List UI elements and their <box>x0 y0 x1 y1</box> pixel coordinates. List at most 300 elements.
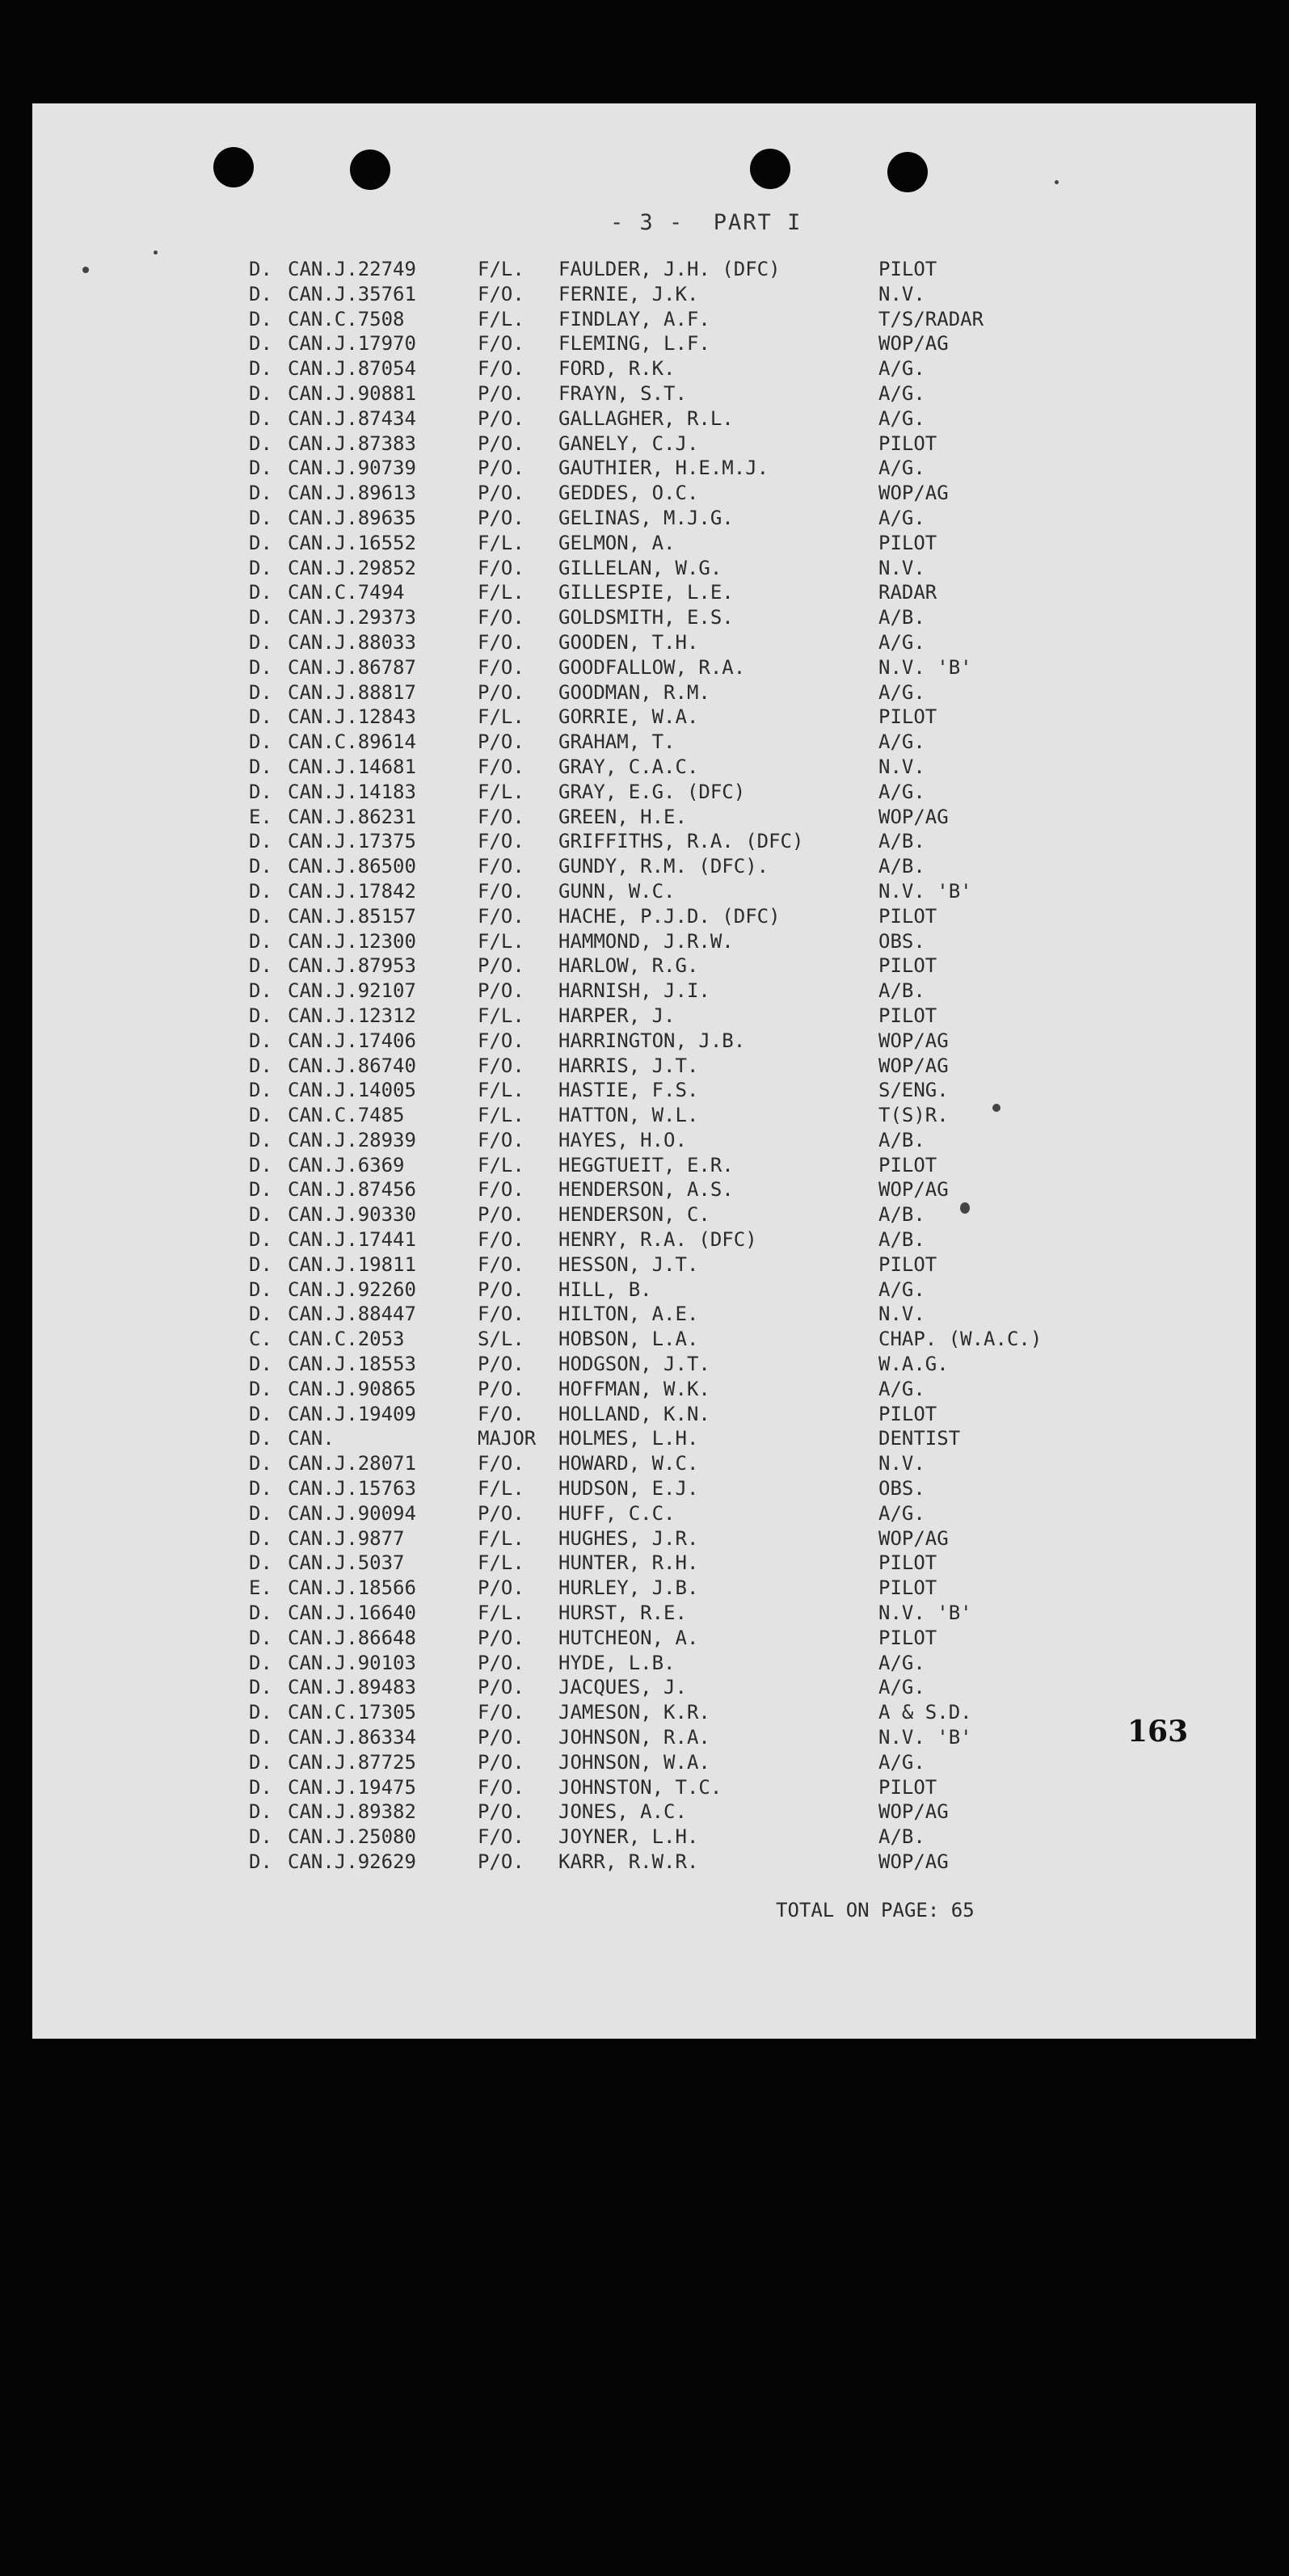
service-number-cell: CAN.J.16552 <box>288 531 416 554</box>
rank-cell: P/O. <box>478 1626 524 1649</box>
rank-cell: F/O. <box>478 1054 524 1077</box>
grade-cell: D. <box>249 1128 272 1151</box>
grade-cell: D. <box>249 581 272 604</box>
service-number-cell: CAN.J.86740 <box>288 1054 416 1077</box>
service-number-cell: CAN.J.90739 <box>288 457 416 480</box>
name-cell: JAMESON, K.R. <box>558 1701 710 1724</box>
name-cell: HOBSON, L.A. <box>558 1328 699 1351</box>
name-cell: FRAYN, S.T. <box>558 381 687 405</box>
grade-cell: D. <box>249 1701 272 1724</box>
service-number-cell: CAN.J.87725 <box>288 1750 416 1774</box>
list-item <box>32 1426 1256 1451</box>
trade-cell: WOP/AG <box>878 1800 949 1824</box>
service-number-cell: CAN.C.7494 <box>288 581 405 604</box>
grade-cell: D. <box>249 506 272 529</box>
list-item <box>32 1700 1256 1725</box>
trade-cell: A/G. <box>878 506 925 529</box>
trade-cell: PILOT <box>878 1252 937 1276</box>
name-cell: HURLEY, J.B. <box>558 1576 699 1600</box>
list-item <box>32 1451 1256 1476</box>
list-item <box>32 1526 1256 1551</box>
list-item <box>32 1128 1256 1153</box>
list-item <box>32 1626 1256 1651</box>
name-cell: GANELY, C.J. <box>558 431 699 455</box>
trade-cell: N.V. 'B' <box>878 879 972 903</box>
trade-cell: OBS. <box>878 929 925 953</box>
grade-cell: D. <box>249 879 272 903</box>
grade-cell: D. <box>249 1104 272 1127</box>
name-cell: FORD, R.K. <box>558 357 676 381</box>
trade-cell: A/G. <box>878 780 925 803</box>
trade-cell: PILOT <box>878 954 937 978</box>
name-cell: HILTON, A.E. <box>558 1303 699 1326</box>
name-cell: GOODMAN, R.M. <box>558 680 710 704</box>
grade-cell: D. <box>249 755 272 778</box>
grade-cell: D. <box>249 1203 272 1227</box>
name-cell: JOHNSTON, T.C. <box>558 1775 722 1799</box>
list-item <box>32 1825 1256 1850</box>
rank-cell: P/O. <box>478 1651 524 1674</box>
grade-cell: D. <box>249 1353 272 1376</box>
total-on-page: TOTAL ON PAGE: 65 <box>776 1899 975 1921</box>
grade-cell: D. <box>249 780 272 803</box>
service-number-cell: CAN.J.14681 <box>288 755 416 778</box>
grade-cell: D. <box>249 1178 272 1202</box>
service-number-cell: CAN.J.87434 <box>288 406 416 430</box>
grade-cell: D. <box>249 1228 272 1252</box>
service-number-cell: CAN.J.88447 <box>288 1303 416 1326</box>
trade-cell: T/S/RADAR <box>878 307 984 330</box>
scan-speck <box>992 1104 1000 1112</box>
trade-cell: A/G. <box>878 357 925 381</box>
rank-cell: P/O. <box>478 979 524 1003</box>
trade-cell: A/B. <box>878 830 925 853</box>
name-cell: GOLDSMITH, E.S. <box>558 606 734 629</box>
service-number-cell: CAN.J.12312 <box>288 1004 416 1027</box>
trade-cell: WOP/AG <box>878 805 949 828</box>
grade-cell: D. <box>249 1277 272 1301</box>
list-item <box>32 531 1256 556</box>
grade-cell: D. <box>249 830 272 853</box>
service-number-cell: CAN.J.88033 <box>288 630 416 654</box>
list-item <box>32 979 1256 1004</box>
list-item <box>32 1352 1256 1377</box>
rank-cell: F/O. <box>478 1128 524 1151</box>
service-number-cell: CAN.J.5037 <box>288 1551 405 1575</box>
rank-cell: F/L. <box>478 1477 524 1501</box>
name-cell: GELMON, A. <box>558 531 676 554</box>
grade-cell: D. <box>249 1551 272 1575</box>
name-cell: HUNTER, R.H. <box>558 1551 699 1575</box>
service-number-cell: CAN.J.92260 <box>288 1277 416 1301</box>
list-item <box>32 805 1256 830</box>
trade-cell: WOP/AG <box>878 1526 949 1550</box>
service-number-cell: CAN.J.14183 <box>288 780 416 803</box>
grade-cell: D. <box>249 1079 272 1102</box>
name-cell: HENDERSON, C. <box>558 1203 710 1227</box>
grade-cell: D. <box>249 705 272 729</box>
list-item <box>32 730 1256 755</box>
service-number-cell: CAN.J.17842 <box>288 879 416 903</box>
rank-cell: F/L. <box>478 780 524 803</box>
list-item <box>32 331 1256 356</box>
trade-cell: PILOT <box>878 1775 937 1799</box>
trade-cell: A/G. <box>878 630 925 654</box>
name-cell: JOYNER, L.H. <box>558 1825 699 1849</box>
trade-cell: A/B. <box>878 1203 925 1227</box>
name-cell: HOLMES, L.H. <box>558 1427 699 1450</box>
grade-cell: D. <box>249 1402 272 1425</box>
personnel-list <box>32 257 1256 1875</box>
name-cell: GELINAS, M.J.G. <box>558 506 734 529</box>
trade-cell: A/G. <box>878 1750 925 1774</box>
trade-cell: A/B. <box>878 1128 925 1151</box>
scan-speck <box>960 1202 970 1214</box>
list-item <box>32 1177 1256 1202</box>
name-cell: HATTON, W.L. <box>558 1104 699 1127</box>
trade-cell: WOP/AG <box>878 1054 949 1077</box>
list-item <box>32 1302 1256 1327</box>
service-number-cell: CAN.J.17441 <box>288 1228 416 1252</box>
service-number-cell: CAN.J.16640 <box>288 1602 416 1625</box>
rank-cell: P/O. <box>478 730 524 754</box>
rank-cell: F/O. <box>478 879 524 903</box>
name-cell: HARLOW, R.G. <box>558 954 699 978</box>
grade-cell: D. <box>249 1800 272 1824</box>
grade-cell: D. <box>249 1651 272 1674</box>
service-number-cell: CAN.J.86500 <box>288 855 416 878</box>
grade-cell: D. <box>249 457 272 480</box>
trade-cell: N.V. 'B' <box>878 1726 972 1749</box>
list-item <box>32 1651 1256 1676</box>
list-item <box>32 680 1256 705</box>
rank-cell: P/O. <box>478 506 524 529</box>
name-cell: HACHE, P.J.D. (DFC) <box>558 904 781 928</box>
grade-cell: D. <box>249 282 272 305</box>
trade-cell: S/ENG. <box>878 1079 949 1102</box>
grade-cell: C. <box>249 1328 272 1351</box>
grade-cell: D. <box>249 1676 272 1699</box>
grade-cell: D. <box>249 1377 272 1400</box>
service-number-cell: CAN.J.87054 <box>288 357 416 381</box>
list-item <box>32 406 1256 431</box>
rank-cell: F/L. <box>478 581 524 604</box>
trade-cell: A/G. <box>878 1676 925 1699</box>
name-cell: GAUTHIER, H.E.M.J. <box>558 457 769 480</box>
grade-cell: D. <box>249 556 272 579</box>
trade-cell: PILOT <box>878 1626 937 1649</box>
rank-cell: F/L. <box>478 705 524 729</box>
trade-cell: N.V. <box>878 1452 925 1475</box>
service-number-cell: CAN.J.90103 <box>288 1651 416 1674</box>
rank-cell: P/O. <box>478 406 524 430</box>
list-item <box>32 1601 1256 1626</box>
service-number-cell: CAN.J.12300 <box>288 929 416 953</box>
grade-cell: D. <box>249 1750 272 1774</box>
rank-cell: F/O. <box>478 855 524 878</box>
grade-cell: D. <box>249 307 272 330</box>
name-cell: JONES, A.C. <box>558 1800 687 1824</box>
service-number-cell: CAN.J.12843 <box>288 705 416 729</box>
list-item <box>32 431 1256 457</box>
grade-cell: E. <box>249 805 272 828</box>
rank-cell: P/O. <box>478 482 524 505</box>
list-item <box>32 282 1256 307</box>
name-cell: FINDLAY, A.F. <box>558 307 710 330</box>
list-item <box>32 1103 1256 1128</box>
rank-cell: F/O. <box>478 1775 524 1799</box>
list-item <box>32 307 1256 332</box>
name-cell: GRAHAM, T. <box>558 730 676 754</box>
name-cell: HARRIS, J.T. <box>558 1054 699 1077</box>
list-item <box>32 1004 1256 1029</box>
punch-hole <box>350 149 390 190</box>
list-item <box>32 755 1256 780</box>
grade-cell: D. <box>249 606 272 629</box>
rank-cell: P/O. <box>478 1353 524 1376</box>
service-number-cell: CAN.J.92107 <box>288 979 416 1003</box>
grade-cell: D. <box>249 1825 272 1849</box>
trade-cell: OBS. <box>878 1477 925 1501</box>
rank-cell: F/O. <box>478 630 524 654</box>
name-cell: HUTCHEON, A. <box>558 1626 699 1649</box>
name-cell: GRAY, C.A.C. <box>558 755 699 778</box>
grade-cell: D. <box>249 1850 272 1873</box>
name-cell: HUDSON, E.J. <box>558 1477 699 1501</box>
grade-cell: E. <box>249 1576 272 1600</box>
trade-cell: A/B. <box>878 1825 925 1849</box>
punch-hole <box>887 152 928 192</box>
rank-cell: F/L. <box>478 1104 524 1127</box>
list-item <box>32 1576 1256 1601</box>
trade-cell: PILOT <box>878 531 937 554</box>
rank-cell: F/O. <box>478 904 524 928</box>
rank-cell: F/O. <box>478 1452 524 1475</box>
list-item <box>32 1402 1256 1427</box>
rank-cell: P/O. <box>478 1576 524 1600</box>
trade-cell: RADAR <box>878 581 937 604</box>
rank-cell: P/O. <box>478 1501 524 1525</box>
trade-cell: N.V. <box>878 1303 925 1326</box>
name-cell: GUNDY, R.M. (DFC). <box>558 855 769 878</box>
name-cell: FAULDER, J.H. (DFC) <box>558 258 781 280</box>
list-item <box>32 1675 1256 1700</box>
name-cell: HARPER, J. <box>558 1004 676 1027</box>
rank-cell: F/O. <box>478 1303 524 1326</box>
list-item <box>32 1850 1256 1875</box>
list-item <box>32 556 1256 581</box>
list-item <box>32 655 1256 680</box>
rank-cell: F/L. <box>478 1004 524 1027</box>
service-number-cell: CAN.C.17305 <box>288 1701 416 1724</box>
service-number-cell: CAN.J.6369 <box>288 1153 405 1176</box>
trade-cell: PILOT <box>878 258 937 280</box>
trade-cell: PILOT <box>878 1402 937 1425</box>
rank-cell: F/O. <box>478 556 524 579</box>
grade-cell: D. <box>249 979 272 1003</box>
trade-cell: WOP/AG <box>878 1850 949 1873</box>
grade-cell: D. <box>249 531 272 554</box>
service-number-cell: CAN.J.17375 <box>288 830 416 853</box>
name-cell: HOFFMAN, W.K. <box>558 1377 710 1400</box>
grade-cell: D. <box>249 1775 272 1799</box>
service-number-cell: CAN.J.92629 <box>288 1850 416 1873</box>
name-cell: HODGSON, J.T. <box>558 1353 710 1376</box>
rank-cell: F/L. <box>478 307 524 330</box>
service-number-cell: CAN.J.89635 <box>288 506 416 529</box>
grade-cell: D. <box>249 406 272 430</box>
list-item <box>32 381 1256 406</box>
trade-cell: A/G. <box>878 457 925 480</box>
grade-cell: D. <box>249 1029 272 1052</box>
name-cell: GORRIE, W.A. <box>558 705 699 729</box>
trade-cell: A/G. <box>878 730 925 754</box>
rank-cell: F/L. <box>478 258 524 280</box>
trade-cell: PILOT <box>878 1551 937 1575</box>
name-cell: FERNIE, J.K. <box>558 282 699 305</box>
service-number-cell: CAN.C.89614 <box>288 730 416 754</box>
list-item <box>32 1501 1256 1526</box>
rank-cell: F/L. <box>478 1602 524 1625</box>
service-number-cell: CAN.J.19811 <box>288 1252 416 1276</box>
service-number-cell: CAN.J.86334 <box>288 1726 416 1749</box>
service-number-cell: CAN.C.7485 <box>288 1104 405 1127</box>
trade-cell: A/G. <box>878 381 925 405</box>
trade-cell: WOP/AG <box>878 332 949 356</box>
grade-cell: D. <box>249 332 272 356</box>
service-number-cell: CAN.J.90330 <box>288 1203 416 1227</box>
list-item <box>32 854 1256 879</box>
list-item <box>32 1202 1256 1227</box>
rank-cell: F/O. <box>478 1825 524 1849</box>
name-cell: HAYES, H.O. <box>558 1128 687 1151</box>
name-cell: HYDE, L.B. <box>558 1651 676 1674</box>
rank-cell: F/L. <box>478 1079 524 1102</box>
trade-cell: PILOT <box>878 1004 937 1027</box>
trade-cell: PILOT <box>878 1153 937 1176</box>
list-item <box>32 1725 1256 1750</box>
name-cell: HOWARD, W.C. <box>558 1452 699 1475</box>
rank-cell: P/O. <box>478 431 524 455</box>
rank-cell: F/O. <box>478 332 524 356</box>
service-number-cell: CAN.J.28071 <box>288 1452 416 1475</box>
trade-cell: A/G. <box>878 680 925 704</box>
name-cell: HAMMOND, J.R.W. <box>558 929 734 953</box>
trade-cell: A/G. <box>878 406 925 430</box>
service-number-cell: CAN.J.19409 <box>288 1402 416 1425</box>
rank-cell: P/O. <box>478 1676 524 1699</box>
rank-cell: S/L. <box>478 1328 524 1351</box>
trade-cell: A/G. <box>878 1377 925 1400</box>
page-header: - 3 - PART I <box>610 210 802 235</box>
service-number-cell: CAN.J.87383 <box>288 431 416 455</box>
grade-cell: D. <box>249 1602 272 1625</box>
grade-cell: D. <box>249 1477 272 1501</box>
service-number-cell: CAN.J.89483 <box>288 1676 416 1699</box>
name-cell: JACQUES, J. <box>558 1676 687 1699</box>
grade-cell: D. <box>249 630 272 654</box>
grade-cell: D. <box>249 1526 272 1550</box>
trade-cell: A/B. <box>878 1228 925 1252</box>
list-item <box>32 780 1256 805</box>
service-number-cell: CAN.J.17406 <box>288 1029 416 1052</box>
list-item <box>32 356 1256 381</box>
service-number-cell: CAN.J.86648 <box>288 1626 416 1649</box>
grade-cell: D. <box>249 655 272 679</box>
name-cell: KARR, R.W.R. <box>558 1850 699 1873</box>
grade-cell: D. <box>249 1452 272 1475</box>
grade-cell: D. <box>249 1153 272 1176</box>
service-number-cell: CAN.J.89382 <box>288 1800 416 1824</box>
rank-cell: F/O. <box>478 655 524 679</box>
list-item <box>32 1054 1256 1079</box>
rank-cell: F/L. <box>478 1551 524 1575</box>
grade-cell: D. <box>249 357 272 381</box>
grade-cell: D. <box>249 730 272 754</box>
trade-cell: N.V. <box>878 282 925 305</box>
name-cell: HILL, B. <box>558 1277 652 1301</box>
rank-cell: F/O. <box>478 1402 524 1425</box>
trade-cell: A/B. <box>878 979 925 1003</box>
name-cell: JOHNSON, W.A. <box>558 1750 710 1774</box>
grade-cell: D. <box>249 1626 272 1649</box>
rank-cell: P/O. <box>478 1277 524 1301</box>
service-number-cell: CAN.J.28939 <box>288 1128 416 1151</box>
list-item <box>32 1476 1256 1501</box>
grade-cell: D. <box>249 1726 272 1749</box>
list-item <box>32 1252 1256 1277</box>
service-number-cell: CAN.J.88817 <box>288 680 416 704</box>
rank-cell: F/O. <box>478 830 524 853</box>
service-number-cell: CAN. <box>288 1427 335 1450</box>
punch-hole <box>750 149 790 189</box>
trade-cell: W.A.G. <box>878 1353 949 1376</box>
trade-cell: A/G. <box>878 1651 925 1674</box>
name-cell: HOLLAND, K.N. <box>558 1402 710 1425</box>
rank-cell: P/O. <box>478 1800 524 1824</box>
rank-cell: F/O. <box>478 1701 524 1724</box>
rank-cell: P/O. <box>478 680 524 704</box>
rank-cell: P/O. <box>478 1850 524 1873</box>
list-item <box>32 1277 1256 1303</box>
list-item <box>32 481 1256 506</box>
trade-cell: PILOT <box>878 904 937 928</box>
list-item <box>32 953 1256 979</box>
name-cell: GOODEN, T.H. <box>558 630 699 654</box>
trade-cell: A/B. <box>878 855 925 878</box>
grade-cell: D. <box>249 904 272 928</box>
trade-cell: WOP/AG <box>878 482 949 505</box>
list-item <box>32 1153 1256 1178</box>
grade-cell: D. <box>249 1501 272 1525</box>
rank-cell: MAJOR <box>478 1427 537 1450</box>
grade-cell: D. <box>249 1427 272 1450</box>
rank-cell: P/O. <box>478 1726 524 1749</box>
rank-cell: F/O. <box>478 357 524 381</box>
service-number-cell: CAN.J.90094 <box>288 1501 416 1525</box>
list-item <box>32 1750 1256 1775</box>
service-number-cell: CAN.C.7508 <box>288 307 405 330</box>
name-cell: HASTIE, F.S. <box>558 1079 699 1102</box>
name-cell: GALLAGHER, R.L. <box>558 406 734 430</box>
rank-cell: F/L. <box>478 1526 524 1550</box>
service-number-cell: CAN.J.19475 <box>288 1775 416 1799</box>
trade-cell: WOP/AG <box>878 1178 949 1202</box>
rank-cell: F/L. <box>478 1153 524 1176</box>
scan-speck <box>82 267 89 273</box>
scan-speck <box>154 250 158 255</box>
trade-cell: WOP/AG <box>878 1029 949 1052</box>
